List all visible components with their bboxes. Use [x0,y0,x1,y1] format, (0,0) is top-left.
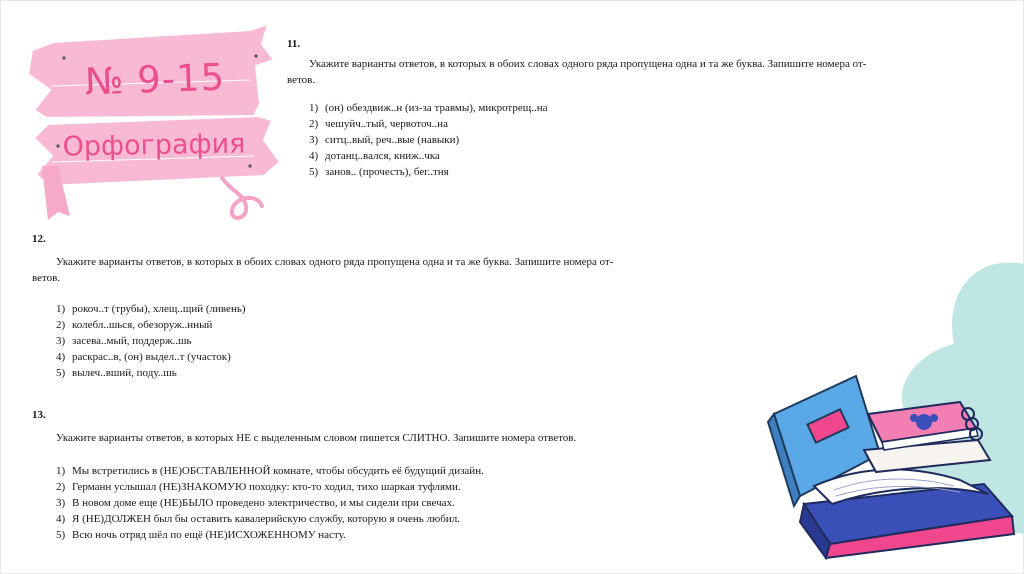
q11-number: 11. [287,38,301,50]
list-item: 2) чешуйч..тый, червоточ..на [309,118,448,130]
q12-instruction-line1: Укажите варианты ответов, в которых в обоих словах одного ряда пропущена одна и та же буква. Запишите номера от- [56,256,614,268]
q13-instruction: Укажите варианты ответов, в которых НЕ с выделенным словом пишется СЛИТНО. Запишите номера ответов. [56,432,577,444]
q12-instruction-line2: ветов. [32,272,61,284]
list-item: 1) Мы встретились в (НЕ)ОБСТАВЛЕННОЙ комнате, чтобы обсудить её будущий дизайн. [56,465,484,477]
q11-options [309,100,547,180]
q12-number: 12. [32,233,46,245]
badge-topic: Орфография [62,128,246,163]
list-item: 4) дотанц..вался, книж..чка [309,150,440,162]
q12-instruction [32,254,772,286]
list-item: 4) раскрас..в, (он) выдел..т (участок) [56,351,231,363]
q12-options [56,301,246,381]
q13-options [56,463,484,543]
list-item: 4) Я (НЕ)ДОЛЖЕН был бы оставить кавалерийскую службу, которую я очень любил. [56,513,460,525]
q11-instruction-line2: ветов. [287,74,316,86]
list-item: 5) вылеч..вший, поду..шь [56,367,177,379]
list-item: 3) засева..мый, поддерж..шь [56,335,192,347]
books-illustration [764,254,1024,574]
list-item: 5) Всю ночь отряд шёл по ещё (НЕ)ИСХОЖЕННОМУ насту. [56,529,346,541]
badge-number: № 9-15 [84,55,226,104]
topic-badge [18,16,288,226]
list-item: 3) ситц..вый, реч..вые (навыки) [309,134,460,146]
list-item: 3) В новом доме еще (НЕ)БЫЛО проведено электричество, и мы сидели при свечах. [56,497,455,509]
ribbon-shape [18,16,288,226]
list-item: 5) занов.. (прочесть), бег..тня [309,166,449,178]
q13-number: 13. [32,409,46,421]
list-item: 2) Германн услышал (НЕ)ЗНАКОМУЮ походку: кто-то ходил, тихо шаркая туфлями. [56,481,461,493]
q11-instruction-line1: Укажите варианты ответов, в которых в обоих словах одного ряда пропущена одна и та же буква. Запишите номера от- [309,58,867,70]
list-item: 2) колебл..шься, обезоруж..нный [56,319,213,331]
list-item: 1) (он) обездвиж..н (из-за травмы), микротрещ..на [309,102,548,114]
list-item: 1) рокоч..т (трубы), хлещ..щий (ливень) [56,303,246,315]
q11-instruction [287,56,967,88]
